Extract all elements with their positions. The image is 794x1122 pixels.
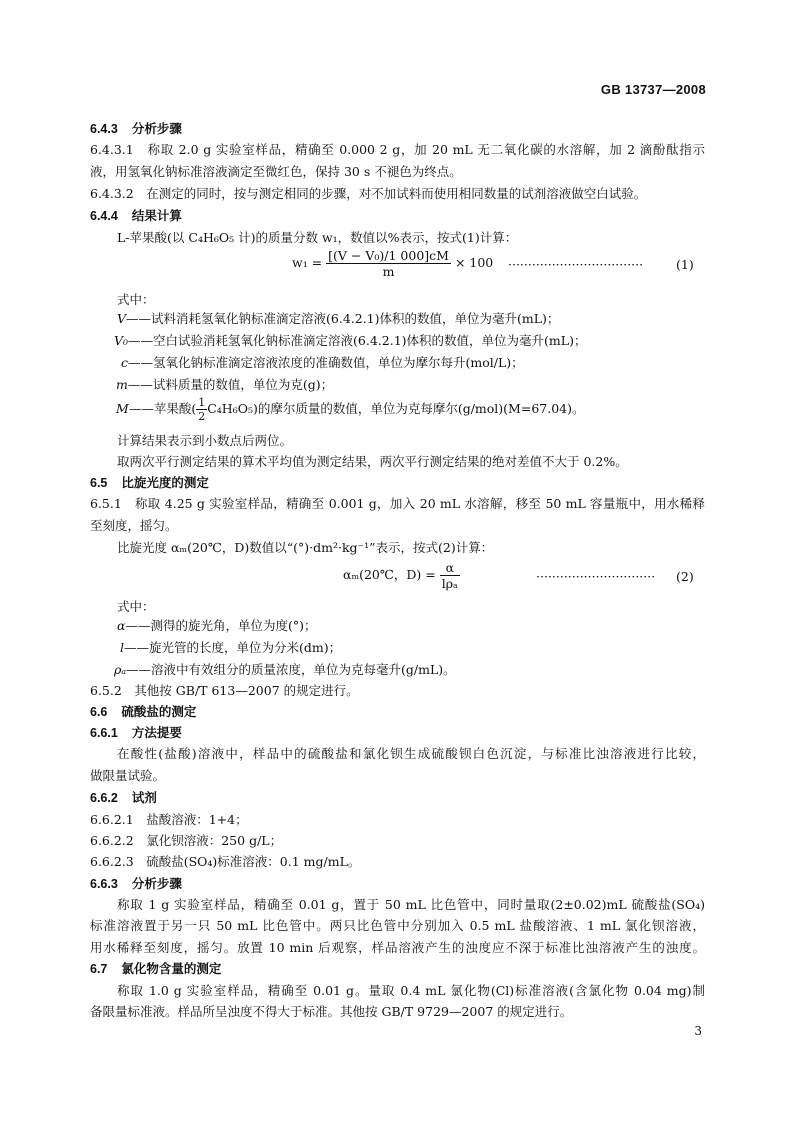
equation-number-2: (2) [676,569,694,584]
formula-2-lhs: αₘ(20℃，D) = [343,567,436,582]
section-title: 比旋光度的测定 [121,476,209,490]
section-heading-6-6-3 [90,875,182,893]
symbol-c: c [121,355,129,370]
formula-2-fraction [440,560,460,591]
paragraph-6-4-3-2: 6.4.3.2 在测定的同时，按与测定相同的步骤，对不加试料而使用相同数量的试剂溶液做空白试验。 [90,186,647,201]
definition-text: ——测得的旋光角，单位为度(°)； [125,618,317,633]
section-number: 6.4.4 [90,209,118,223]
definition-text: ——旋光管的长度，单位为分米(dm)； [124,640,342,655]
paragraph-6-7-line1: 称取 1.0 g 实验室样品，精确至 0.01 g。量取 0.4 mL 氯化物(Cl)标准溶液(含氯化物 0.04 mg)制 [117,983,705,998]
formula-2-denominator: lρₐ [441,576,458,591]
definition-text: ——溶液中有效组分的质量浓度，单位为克每毫升(g/mL)。 [126,662,456,677]
where-label-2: 式中： [117,599,155,614]
symbol-alpha: α [117,618,126,633]
formula-2-leader: ······························ [536,569,656,584]
symbol-V: V [117,311,127,326]
paragraph-6-5-2: 6.5.2 其他按 GB/T 613—2007 的规定进行。 [90,683,359,698]
half-fraction [196,396,207,423]
paragraph-6-4-3-1-line1: 6.4.3.1 称取 2.0 g 实验室样品，精确至 0.000 2 g，加 20 mL 无二氧化碳的水溶解，加 2 滴酚酞指示 [90,142,705,157]
reagent-6-6-2-2: 6.6.2.2 氯化钡溶液：250 g/L； [90,833,283,848]
malic-formula: C₄H₆O₅ [207,401,253,416]
paragraph-6-4-3-1-line2: 液，用氢氧化钠标准溶液滴定至微红色，保持 30 s 不褪色为终点。 [90,164,462,179]
definition-l [120,638,341,656]
definition-V0 [114,331,586,349]
symbol-l: l [120,640,124,655]
paragraph-6-6-1-line1: 在酸性(盐酸)溶液中，样品中的硫酸盐和氯化钡生成硫酸钡白色沉淀，与标准比浊溶液进行比较， [117,746,705,761]
symbol-rho: ρₐ [114,662,127,677]
section-number: 6.5 [90,476,108,490]
symbol-m: m [116,377,128,392]
standard-code: GB 13737—2008 [600,82,706,97]
section-title: 硫酸盐的测定 [121,705,197,719]
definition-c [121,353,524,371]
calc-intro: L-苹果酸(以 C₄H₆O₅ 计)的质量分数 w₁，数值以%表示，按式(1)计算： [117,230,518,245]
section-title: 分析步骤 [131,122,182,136]
half-numerator: 1 [198,396,206,409]
definition-text-post: )的摩尔质量的数值，单位为克每摩尔(g/mol)(M=67.04)。 [252,401,585,416]
section-title: 分析步骤 [131,877,182,891]
formula-1 [292,248,493,279]
section-heading-6-4-4 [90,207,182,225]
section-number: 6.6 [90,705,108,719]
section-title: 氯化物含量的测定 [121,962,222,976]
where-label-1: 式中： [117,292,155,307]
formula-2 [343,560,460,591]
half-denominator: 2 [198,410,206,423]
formula-2-numerator: α [440,560,460,576]
equation-number-1: (1) [676,257,694,272]
paragraph-6-6-3-line3: 用水稀释至刻度，摇匀。放置 10 min 后观察，样品溶液产生的浊度应不深于标准比浊溶液产生的浊度。 [90,940,705,955]
definition-text-pre: ——苹果酸( [128,401,197,416]
section-heading-6-4-3 [90,120,182,138]
section-heading-6-6-2 [90,789,157,807]
formula-1-denominator: m [382,264,395,279]
section-number: 6.6.1 [90,726,118,740]
rounding-note: 计算结果表示到小数点后两位。 [117,433,293,448]
paragraph-6-6-1-line2: 做限量试验。 [90,768,166,783]
section-number: 6.6.3 [90,877,118,891]
paragraph-6-5-1-line2: 至刻度，摇匀。 [90,518,178,533]
paragraph-6-6-3-line1: 称取 1 g 实验室样品，精确至 0.01 g，置于 50 mL 比色管中，同时量取(2±0.02)mL 硫酸盐(SO₄) [117,897,705,912]
page-number: 3 [694,1024,702,1038]
section-title: 试剂 [131,791,157,805]
section-number: 6.4.3 [90,122,118,136]
definition-text: ——氢氧化钠标准滴定溶液浓度的准确数值，单位为摩尔每升(mol/L)； [128,355,524,370]
definition-text: ——试料消耗氢氧化钠标准滴定溶液(6.4.2.1)体积的数值，单位为毫升(mL)； [126,311,560,326]
formula-1-leader: ·································· [508,257,644,272]
reagent-6-6-2-1: 6.6.2.1 盐酸溶液：1+4； [90,812,248,827]
paragraph-6-6-3-line2: 标准溶液置于另一只 50 mL 比色管中。两只比色管中分别加入 0.5 mL 盐酸溶液、1 mL 氯化钡溶液， [90,918,705,933]
definition-text: ——空白试验消耗氢氧化钠标准滴定溶液(6.4.2.1)体积的数值，单位为毫升(mL)； [128,333,587,348]
rotation-intro: 比旋光度 αₘ(20℃，D)数值以“(°)·dm²·kg⁻¹”表示，按式(2)计算： [117,540,494,555]
definition-alpha [117,616,316,634]
section-number: 6.7 [90,962,108,976]
section-heading-6-5 [90,474,209,492]
section-heading-6-6 [90,703,196,721]
paragraph-6-7-line2: 备限量标准液。样品所呈浊度不得大于标准。其他按 GB/T 9729—2007 的规定进行。 [90,1004,573,1019]
section-heading-6-7 [90,960,221,978]
definition-m [116,375,333,393]
symbol-M: M [116,401,129,416]
definition-text: ——试料质量的数值，单位为克(g)； [127,377,334,392]
reagent-6-6-2-3: 6.6.2.3 硫酸盐(SO₄)标准溶液：0.1 mg/mL。 [90,854,361,869]
formula-1-tail: × 100 [454,255,494,270]
section-title: 结果计算 [131,209,182,223]
section-heading-6-6-1 [90,724,182,742]
definition-rho [114,660,456,678]
formula-1-lhs: w₁ = [292,255,323,270]
section-title: 方法提要 [131,726,182,740]
section-number: 6.6.2 [90,791,118,805]
parallel-note: 取两次平行测定结果的算术平均值为测定结果，两次平行测定结果的绝对差值不大于 0.2%。 [117,454,628,469]
formula-1-numerator: [(V − V₀)/1 000]cM [328,248,449,263]
formula-1-fraction [326,248,451,279]
definition-V [117,309,559,327]
symbol-V0: V₀ [114,333,129,348]
definition-M [116,396,585,423]
paragraph-6-5-1-line1: 6.5.1 称取 4.25 g 实验室样品，精确至 0.001 g，加入 20 mL 水溶解，移至 50 mL 容量瓶中，用水稀释 [90,496,705,511]
